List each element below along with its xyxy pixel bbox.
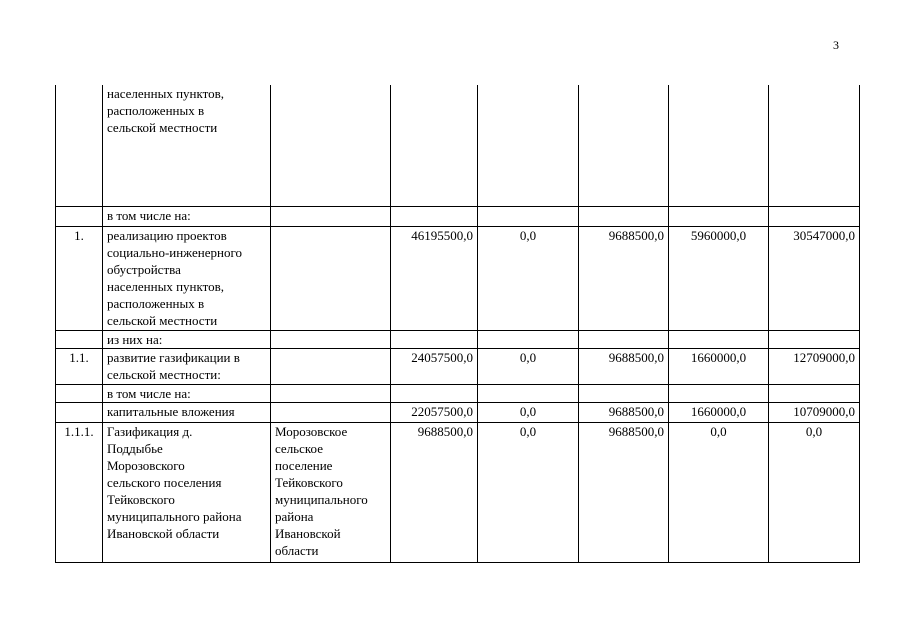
row-col3: 5960000,0 [669,226,769,330]
row-executor [271,85,391,206]
row-col3: 1660000,0 [669,348,769,384]
row-col2: 9688500,0 [579,422,669,562]
row-col2 [579,330,669,348]
row-total: 46195500,0 [391,226,478,330]
row-col1 [478,206,579,226]
row-col3 [669,384,769,402]
row-name: в том числе на: [103,206,271,226]
page-number: 3 [833,38,839,52]
row-index: 1. [56,226,103,330]
row-total: 22057500,0 [391,402,478,422]
row-total [391,384,478,402]
row-total [391,85,478,206]
row-col2 [579,206,669,226]
row-executor [271,330,391,348]
row-col4 [769,384,860,402]
row-name: Газификация д. Поддыбье Морозовского сельского поселения Тейковского муниципального района Ивановской области [103,422,271,562]
row-col2: 9688500,0 [579,402,669,422]
row-col4 [769,85,860,206]
row-col1: 0,0 [478,402,579,422]
row-col4: 30547000,0 [769,226,860,330]
row-executor [271,402,391,422]
table-row [56,422,860,562]
row-col4: 12709000,0 [769,348,860,384]
row-col3: 0,0 [669,422,769,562]
row-col1 [478,384,579,402]
row-index [56,384,103,402]
table-row [56,384,860,402]
row-total [391,330,478,348]
row-col4: 10709000,0 [769,402,860,422]
row-index: 1.1.1. [56,422,103,562]
row-index [56,206,103,226]
budget-table [55,85,860,563]
row-col1: 0,0 [478,422,579,562]
row-total: 24057500,0 [391,348,478,384]
row-executor [271,206,391,226]
row-col2: 9688500,0 [579,226,669,330]
row-index [56,402,103,422]
row-col3 [669,206,769,226]
row-name: из них на: [103,330,271,348]
row-col3 [669,330,769,348]
row-index [56,85,103,206]
row-name: в том числе на: [103,384,271,402]
row-name: капитальные вложения [103,402,271,422]
row-total [391,206,478,226]
row-executor [271,226,391,330]
row-name: развитие газификации в сельской местности: [103,348,271,384]
table-row [56,348,860,384]
row-col1 [478,330,579,348]
row-col3: 1660000,0 [669,402,769,422]
row-col1: 0,0 [478,348,579,384]
table-row [56,330,860,348]
row-index: 1.1. [56,348,103,384]
row-total: 9688500,0 [391,422,478,562]
row-executor [271,348,391,384]
table-row [56,226,860,330]
row-name: реализацию проектов социально-инженерного обустройства населенных пунктов, расположенных в сельской местности [103,226,271,330]
row-col2 [579,85,669,206]
row-col1 [478,85,579,206]
row-col3 [669,85,769,206]
row-col1: 0,0 [478,226,579,330]
row-index [56,330,103,348]
row-col4 [769,330,860,348]
table-row [56,402,860,422]
row-col4: 0,0 [769,422,860,562]
row-name: населенных пунктов, расположенных в сельской местности [103,85,271,206]
row-executor: Морозовское сельское поселение Тейковского муниципального района Ивановской области [271,422,391,562]
table-row [56,85,860,206]
row-col2 [579,384,669,402]
table-row [56,206,860,226]
row-executor [271,384,391,402]
row-col4 [769,206,860,226]
row-col2: 9688500,0 [579,348,669,384]
